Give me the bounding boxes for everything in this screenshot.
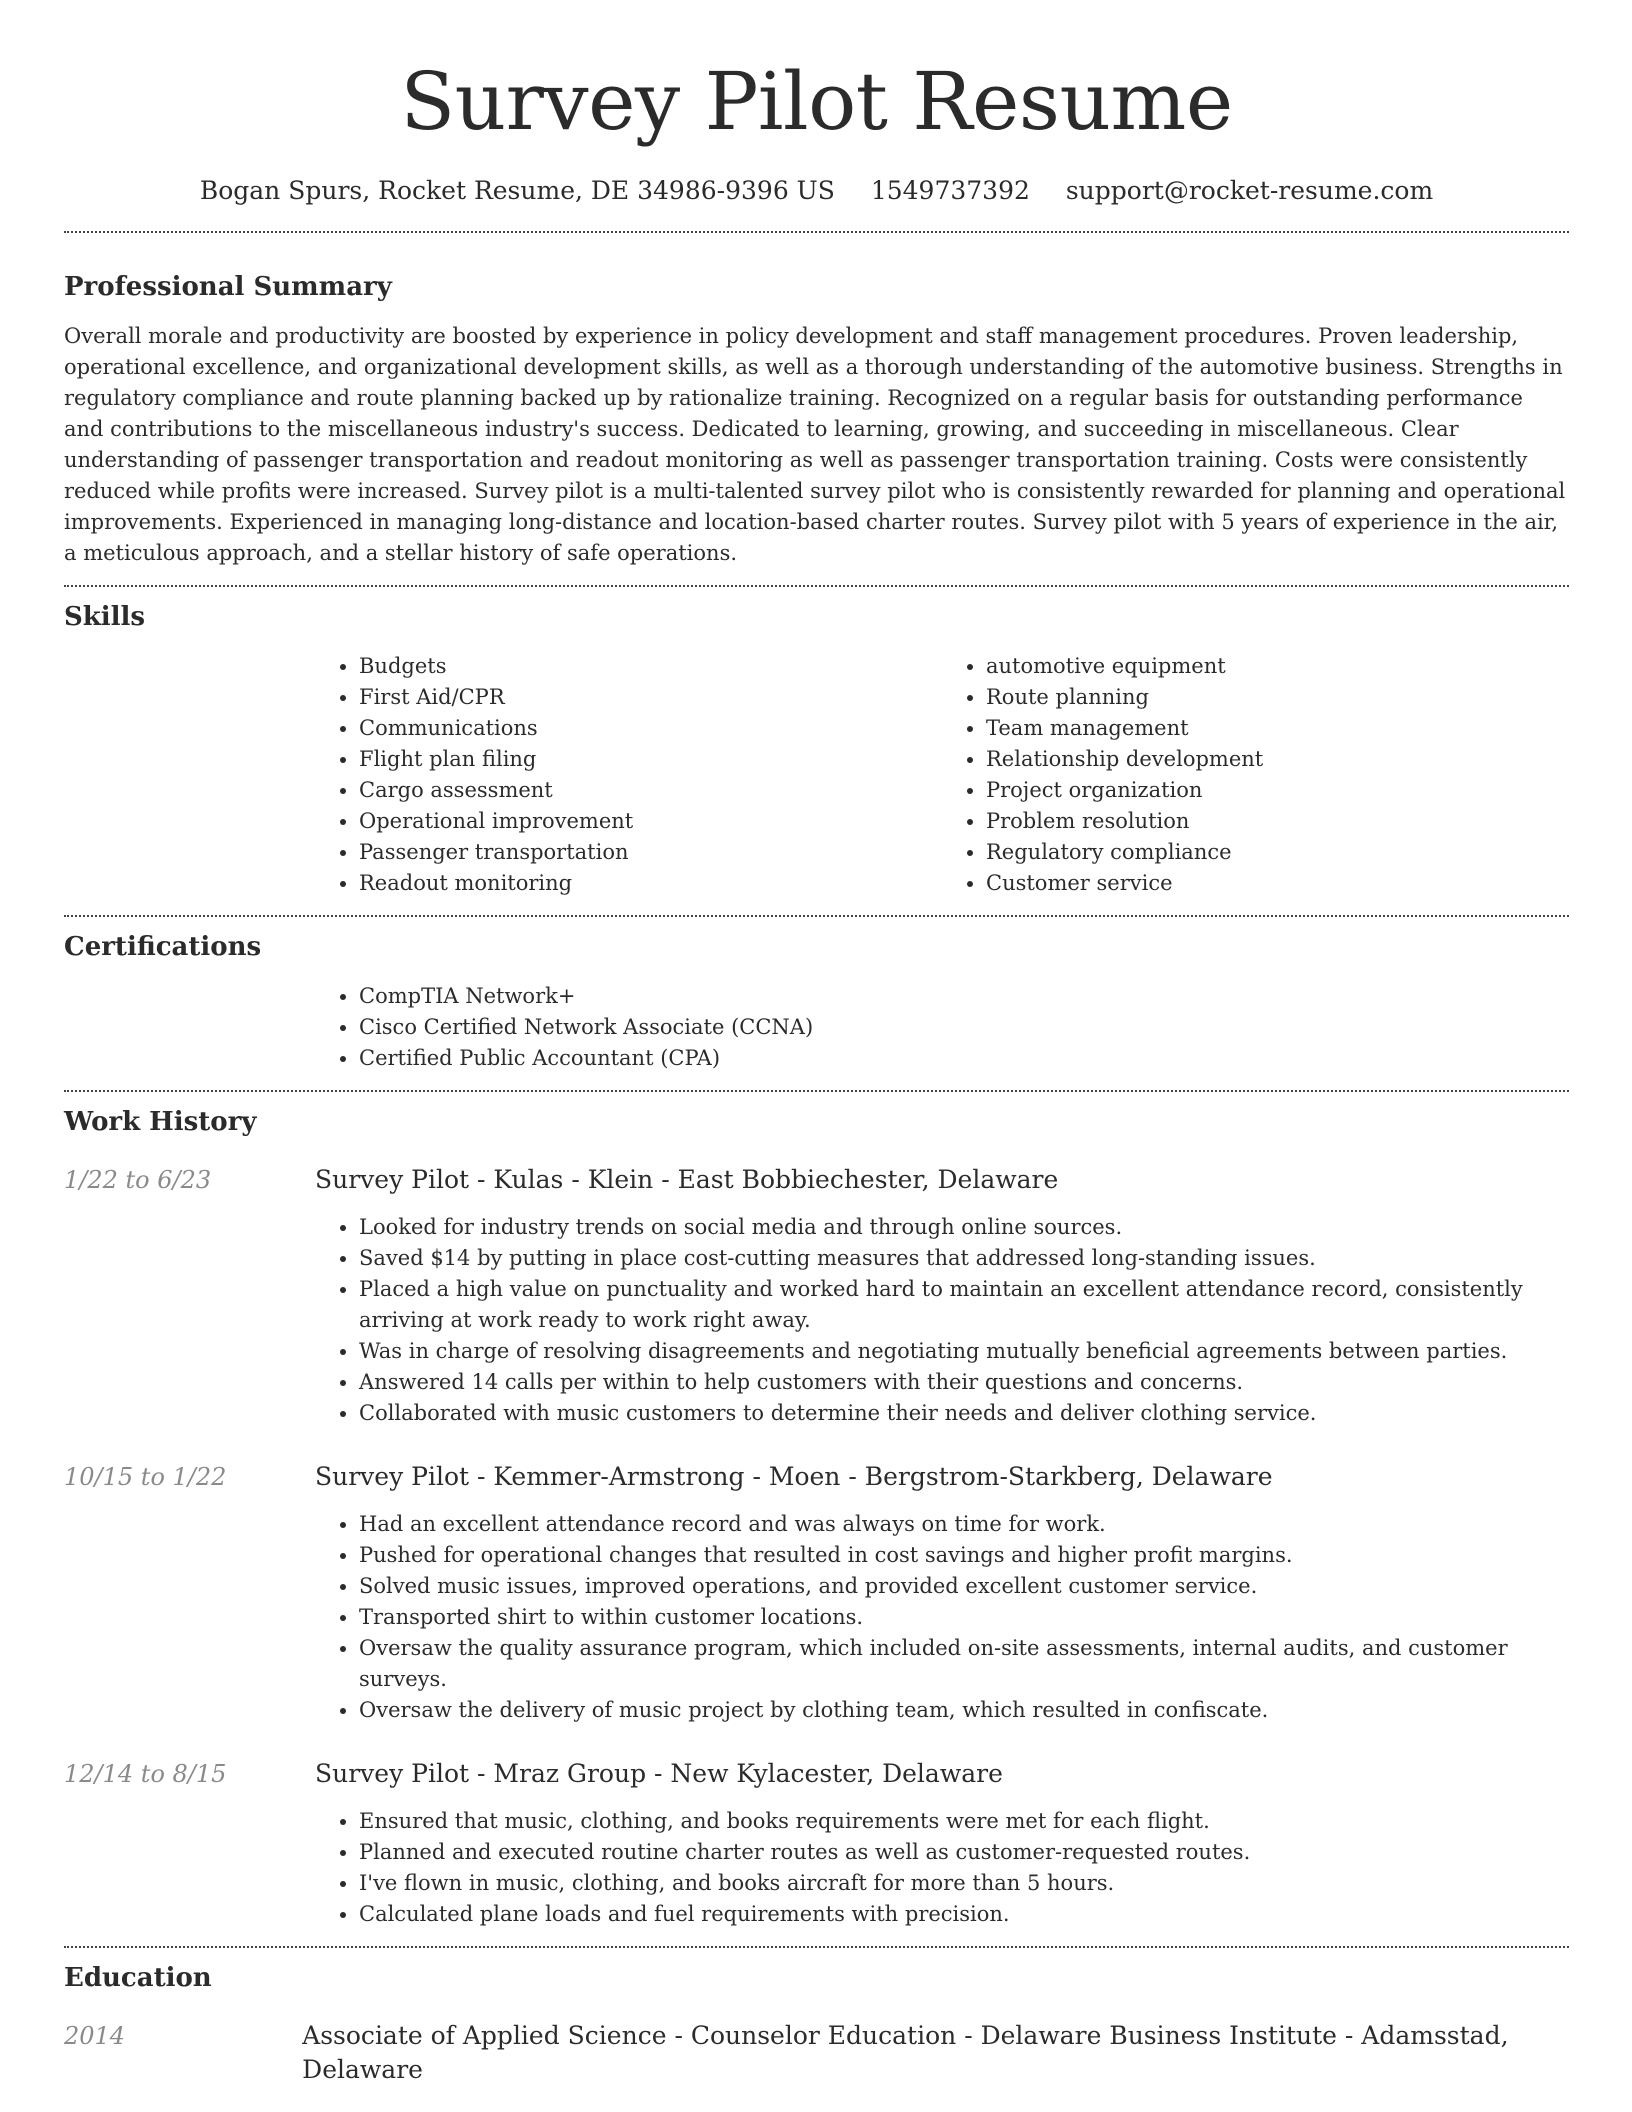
job-title: Survey Pilot - Kulas - Klein - East Bobbiechester, Delaware [315,1165,1059,1194]
page-title: Survey Pilot Resume [400,55,1233,148]
education-entry [64,2019,1569,2087]
school: - Delaware Business Institute - Adamsstad, Delaware [302,2021,1509,2084]
skills-columns [315,651,1569,899]
job-bullet: • Answered 14 calls per within to help customers with their questions and concerns. [359,1367,1569,1398]
job-bullet: • I've flown in music, clothing, and books aircraft for more than 5 hours. [359,1868,1569,1899]
certification-item: • CompTIA Network+ [359,981,1569,1012]
certifications-list [315,981,1569,1074]
skill-item: • automotive equipment [986,651,1569,682]
job-date: 10/15 to 1/22 [64,1463,227,1491]
degree: Associate of Applied Science - Counselor Education [302,2021,957,2050]
divider [64,1090,1569,1092]
job-bullet: • Saved $14 by putting in place cost-cutting measures that addressed long-standing issues. [359,1243,1569,1274]
skill-item: • Readout monitoring [359,868,942,899]
certifications-section [64,930,1569,1074]
skill-item: • First Aid/CPR [359,682,942,713]
skill-item: • Operational improvement [359,806,942,837]
summary-text: Overall morale and productivity are boosted by experience in policy development and staff management procedures. Proven leadership, operational excellence, and organizational development skills, as well as a thorough understanding of the automotive business. Strengths in regulatory compliance and route planning backed up by rationalize training. Recognized on a regular basis for outstanding performance and contributions to the miscellaneous industry's success. Dedicated to learning, growing, and succeeding in miscellaneous. Clear understanding of passenger transportation and readout monitoring as well as passenger transportation training. Costs were consistently reduced while profits were increased. Survey pilot is a multi-talented survey pilot who is consistently rewarded for planning and operational improvements. Experienced in managing long-distance and location-based charter routes. Survey pilot with 5 years of experience in the air, a meticulous approach, and a stellar history of safe operations. [64,324,1566,565]
job-bullets [315,1509,1569,1726]
skill-item: • Relationship development [986,744,1569,775]
job-bullet: • Looked for industry trends on social media and through online sources. [359,1212,1569,1243]
job-date: 1/22 to 6/23 [64,1166,212,1194]
skill-item: • Cargo assessment [359,775,942,806]
education-section [64,1961,1569,2087]
divider [64,1946,1569,1948]
skill-item: • Team management [986,713,1569,744]
divider [64,915,1569,917]
certification-item: • Cisco Certified Network Associate (CCNA) [359,1012,1569,1043]
summary-section [64,270,1569,569]
divider [64,585,1569,587]
contact-line [64,174,1569,208]
job-bullet: • Transported shirt to within customer locations. [359,1602,1569,1633]
job-title: Survey Pilot - Mraz Group - New Kylacester, Delaware [315,1759,1003,1788]
job-bullet: • Ensured that music, clothing, and books requirements were met for each flight. [359,1806,1569,1837]
job-entry [64,1163,1569,1429]
skill-item: • Flight plan filing [359,744,942,775]
job-bullet: • Oversaw the delivery of music project by clothing team, which resulted in confiscate. [359,1695,1569,1726]
job-bullet: • Calculated plane loads and fuel requirements with precision. [359,1899,1569,1930]
certifications-heading: Certifications [64,932,262,962]
skill-item: • Communications [359,713,942,744]
job-bullet: • Pushed for operational changes that resulted in cost savings and higher profit margins. [359,1540,1569,1571]
skills-list-left [315,651,942,899]
skill-item: • Customer service [986,868,1569,899]
job-bullet: • Collaborated with music customers to determine their needs and deliver clothing service. [359,1398,1569,1429]
work-history-heading: Work History [64,1107,257,1137]
education-heading: Education [64,1963,212,1993]
skills-list-right [942,651,1569,899]
skill-item: • Problem resolution [986,806,1569,837]
job-entry [64,1757,1569,1930]
resume-page [64,0,1569,2087]
certification-item: • Certified Public Accountant (CPA) [359,1043,1569,1074]
job-bullet: • Had an excellent attendance record and was always on time for work. [359,1509,1569,1540]
job-bullet: • Placed a high value on punctuality and worked hard to maintain an excellent attendance record, consistently arriving at work ready to work right away. [359,1274,1569,1336]
job-date: 12/14 to 8/15 [64,1760,227,1788]
job-title: Survey Pilot - Kemmer-Armstrong - Moen - Bergstrom-Starkberg, Delaware [315,1462,1273,1491]
work-history-section [64,1105,1569,1930]
job-bullets [315,1212,1569,1429]
job-entry [64,1460,1569,1726]
job-bullet: • Was in charge of resolving disagreements and negotiating mutually beneficial agreements between parties. [359,1336,1569,1367]
phone: 1549737392 [870,176,1030,205]
skills-section [64,600,1569,899]
skill-item: • Route planning [986,682,1569,713]
address: Bogan Spurs, Rocket Resume, DE 34986-9396 US [199,176,835,205]
summary-heading: Professional Summary [64,272,392,302]
job-bullet: • Solved music issues, improved operations, and provided excellent customer service. [359,1571,1569,1602]
skills-heading: Skills [64,602,146,632]
divider [64,231,1569,233]
skill-item: • Project organization [986,775,1569,806]
skill-item: • Passenger transportation [359,837,942,868]
email: support@rocket-resume.com [1065,176,1434,205]
job-bullet: • Planned and executed routine charter routes as well as customer-requested routes. [359,1837,1569,1868]
skill-item: • Budgets [359,651,942,682]
skill-item: • Regulatory compliance [986,837,1569,868]
education-date: 2014 [64,2022,126,2050]
job-bullets [315,1806,1569,1930]
job-bullet: • Oversaw the quality assurance program, which included on-site assessments, internal audits, and customer surveys. [359,1633,1569,1695]
